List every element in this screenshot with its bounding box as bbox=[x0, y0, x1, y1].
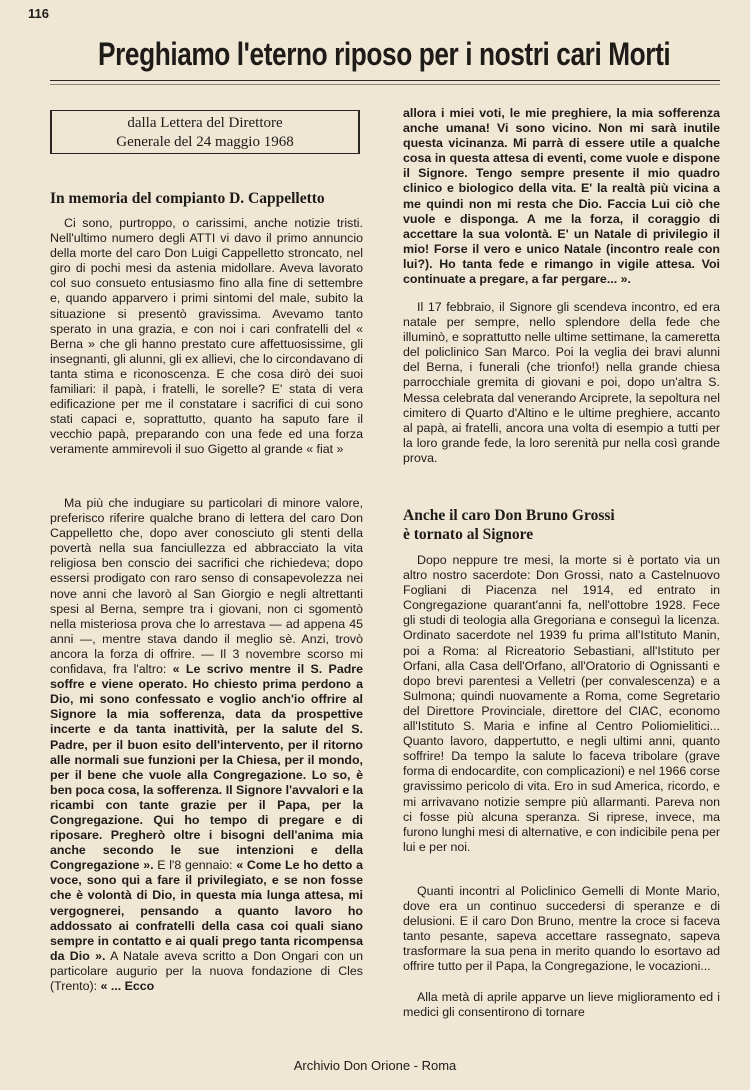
source-line-1: dalla Lettera del Direttore bbox=[127, 115, 283, 131]
paragraph-cappelletto-1: Ci sono, purtroppo, o carissimi, anche notizie tristi. Nell'ultimo numero degli ATTI vi davo il primo annuncio della morte del caro Don Luigi Cappelletto stroncato, nel giro di pochi mesi da astenia midollare. Aveva lavorato col suo consueto entusiasmo fino alla fine di settembre e, quando apparvero i primi sintomi del male, subito la situazione si presentò gravissima. Avevamo tanto sperato in una grazia, e con noi i cari confratelli del « Berna » che gli hanno prestato cure affettuosissime, gli insegnanti, gli alunni, gli ex allievi, che lo circondavano di tanta stima e riconoscenza. E che cosa dirò dei suoi familiari: il papà, i fratelli, le sorelle? E' stata di vera edificazione per me il constatare i sacrifici di cui sono stati capaci e, soprattutto, quanto ha saputo fare il vecchio papà, preparando con una fede ed una forza veramente ammirevoli il suo Gigetto al grande « fiat » bbox=[50, 216, 363, 457]
paragraph-cappelletto-2 bbox=[50, 496, 363, 994]
paragraph-17-febbraio: Il 17 febbraio, il Signore gli scendeva incontro, ed era natale per sempre, nello splendore della fede che illuminò, e soprattutto nelle ultime settimane, la cameretta del policlinico San Marco. Poi la veglia dei bravi alunni del Berna, i funerali (che trionfo!) nella grande chiesa parrocchiale gremita di giovani e poi, dopo un'altra S. Messa celebrata dal venerando Arciprete, la sepoltura nel cimitero di Quarto d'Altino e le ultime preghiere, accanto al papà, ai fratelli, ancora una volta di esempio a tutti per la loro grande fede, la loro serenità pur nella così grande prova. bbox=[403, 300, 720, 465]
page-title: Preghiamo l'eterno riposo per i nostri cari Morti bbox=[98, 36, 671, 72]
source-box bbox=[50, 110, 360, 154]
heading-grossi-line-1: Anche il caro Don Bruno Grossi bbox=[403, 507, 615, 524]
paragraph-grossi-1: Dopo neppure tre mesi, la morte si è portato via un altro nostro sacerdote: Don Grossi, nato a Castelnuovo Fogliani di Piacenza nel 1914, ed entrato in Congregazione quarant'anni fa, nell'ottobre 1928. Fece gli studi di teologia alla Gregoriana e conseguì la licenza. Ordinato sacerdote nel 1939 fu prima all'Istituto Manin, poi a Roma: al Ricreatorio Sebastiani, all'Istituto per Orfani, alla Casa dell'Orfano, all'Oratorio di Ognissanti e dopo brevi parentesi a Velletri (per convalescenza) e a Sulmona; quindi nuovamente a Roma, come Segretario del Direttore Provinciale, direttore del CIAC, economo all'Istituto S. Maria e infine al Centro Poliomielitici... Quanto lavoro, dappertutto, e negli ultimi anni, quanto soffrire! Da tempo la salute lo faceva tribolare (grave forma di endocardite, con complicazioni) e nel 1966 corse gravissimo pericolo di vita. Ero in sud America, ricordo, e mi arrivavano notizie sempre più allarmanti. Pareva non ci fosse più alcuna speranza. Si riprese, invece, ma furono lunghi mesi di alternative, e con indicibile pena per lui e per noi. bbox=[403, 553, 720, 854]
paragraph-grossi-3: Alla metà di aprile apparve un lieve miglioramento ed i medici gli consentirono di tornare bbox=[403, 990, 720, 1020]
page-number: 116 bbox=[28, 6, 49, 21]
quote-run: « ... Ecco bbox=[100, 979, 155, 993]
paragraph-grossi-2: Quanti incontri al Policlinico Gemelli di Monte Mario, dove era un continuo succedersi di speranze e di delusioni. E il caro Don Bruno, mentre la croce si faceva tanto pesante, sapeva accettare rassegnato, sapeva trasformare la sua pena in merito quando lo esortavo ad offrire tutto per il Papa, la Congregazione, le vocazioni... bbox=[403, 884, 720, 974]
title-rule bbox=[50, 80, 720, 81]
source-line-2: Generale del 24 maggio 1968 bbox=[116, 134, 294, 150]
archive-footer: Archivio Don Orione - Roma bbox=[293, 1058, 457, 1073]
heading-grossi bbox=[403, 506, 720, 544]
quote-run: « Le scrivo mentre il S. Padre soffre e viene operato. Ho chiesto prima perdono a Dio, mi sono confessato e voglio anch'io offrire al Signore la mia sofferenza, data da prospettive incerte e da tanta inattività, per la salute del S. Padre, per il buon esito dell'intervento, per il ritorno alle normali sue funzioni per la Chiesa, per il mondo, per il bene che vuole alla Congregazione. Lo so, è ben poca cosa, la sofferenza. Il Signore l'avvalori e la ricambi con tante grazie per il Papa, per la Congregazione. Qui ho tempo di pregare e di riposare. Pregherò oltre i bisogni dell'anima mia anche secondo le sue intenzioni e della Congregazione ». bbox=[50, 662, 363, 873]
text-run: Ma più che indugiare su particolari di minore valore, preferisco riferire qualche brano di lettera del caro Don Cappelletto che, dopo aver conosciuto gli stenti della povertà nella sua fanciullezza ed abbracciato la vita religiosa ben conscio dei sacrifici che richiedeva; dopo essersi prodigato con raro senso di consapevolezza nei nove anni che lavorò al San Giorgio e negli altrettanti spesi al Berna, sempre tra i giovani, non ci sgomentò nella misteriosa prova che lo arrestava — ad appena 45 anni —, mentre stava dando il meglio sè. Anzi, trovò ancora la forza di offrire. — Il 3 novembre scorso mi confidava, fra l'altro: bbox=[50, 496, 363, 677]
title-rule-thin bbox=[50, 84, 720, 85]
paragraph-quote-continued: allora i miei voti, le mie preghiere, la mia sofferenza anche umana! Vi sono vicino. Non mi sarà inutile questa vicinanza. Mi parrà di essere utile a qualche cosa in questa attesa di eventi, come vuole e dispone il Signore. Tengo sempre presente il mio quadro clinico e biologico della vita. E' la realtà più vicina a me quindi non mi resta che Dio. Faccia Lui ciò che vuole e disponga. A me la forza, il coraggio di accettare la sua volontà. E' un Natale di privilegio il mio! Forse il vero e unico Natale (incontro reale con lui?). Ho tanta fede e rimango in vigile attesa. Voi continuate a pregare, a far pergare... ». bbox=[403, 106, 720, 287]
text-run: A Natale aveva scritto a Don Ongari con un particolare augurio per la nuova fondazione di Cles (Trento): bbox=[50, 948, 363, 993]
text-run: E l'8 gennaio: bbox=[153, 858, 237, 873]
heading-cappelletto: In memoria del compianto D. Cappelletto bbox=[50, 190, 325, 207]
quote-run: « Come Le ho detto a voce, sono qui a fare il privilegiato, e se non fosse che è volontà di Dio, in questa mia lunga attesa, mi vergognerei, pensando a quanto lavoro ho addossato ai confratelli della casa coi quali siano sempre in contatto e ai quali prego tanta ricompensa da Dio ». bbox=[50, 858, 363, 963]
heading-grossi-line-2: è tornato al Signore bbox=[403, 526, 534, 543]
